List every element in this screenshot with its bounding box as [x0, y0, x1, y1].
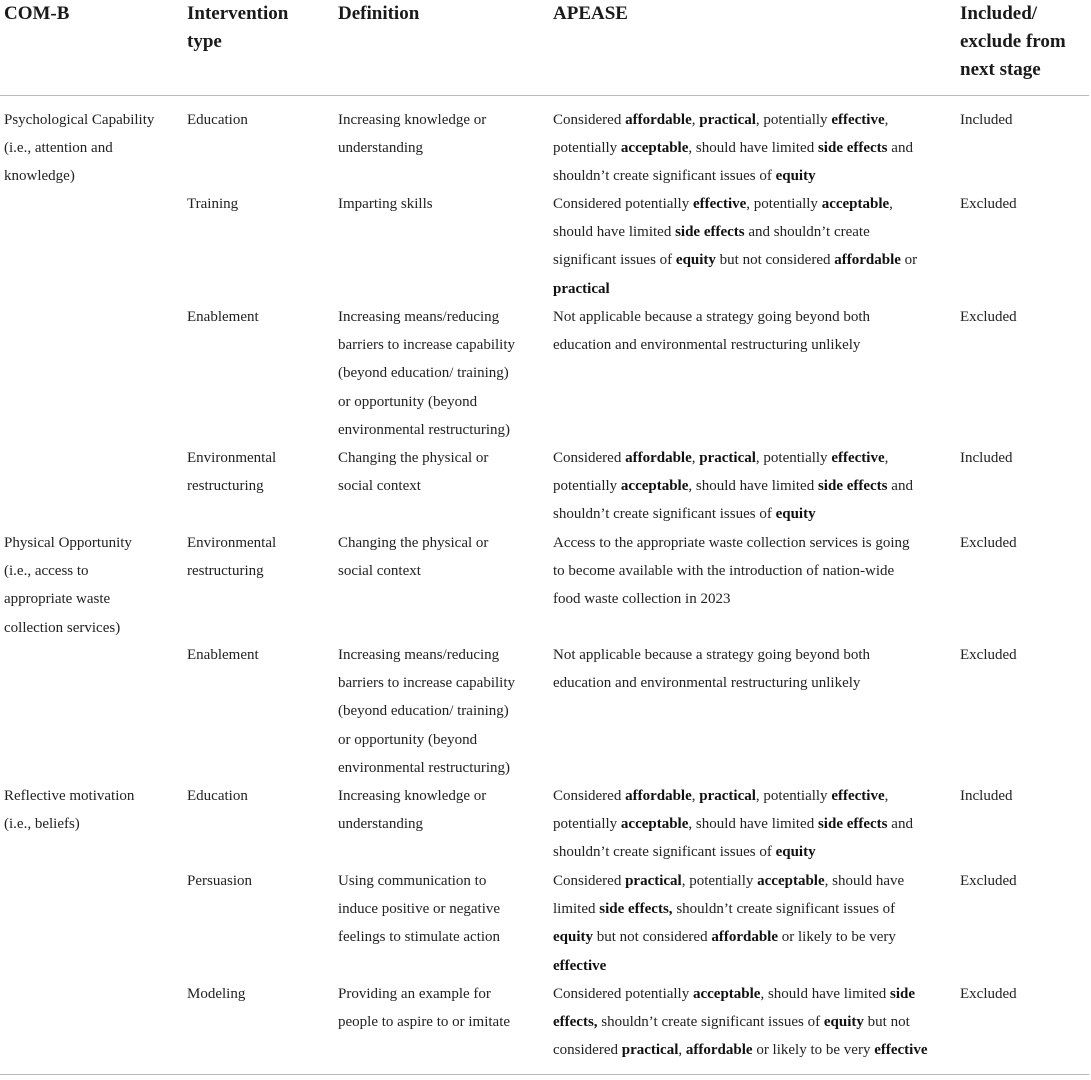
apease-keyword: practical: [699, 112, 756, 128]
apease-text: ,: [691, 450, 700, 466]
apease-keyword: affordable: [625, 788, 692, 804]
apease-text: significant issues of: [553, 252, 676, 269]
definition-line: barriers to increase capability: [338, 337, 515, 354]
apease-text: Considered: [553, 112, 626, 128]
intervention-type-cell: [187, 444, 327, 500]
inclusion-status-cell: [960, 303, 1085, 331]
apease-line: [553, 669, 948, 697]
intervention-type-line: restructuring: [187, 478, 264, 495]
inclusion-status-cell: [960, 641, 1085, 669]
definition-cell: [338, 106, 538, 162]
inclusion-status: Excluded: [960, 986, 1017, 1002]
inclusion-status: Included: [960, 788, 1013, 804]
apease-keyword: acceptable: [821, 196, 890, 212]
apease-keyword: affordable: [625, 450, 692, 466]
intervention-type-line: Education: [187, 788, 248, 804]
apease-text: but not considered: [715, 252, 835, 269]
apease-keyword: equity: [775, 168, 816, 185]
header-included-excluded: Included/ exclude from next stage: [960, 3, 1066, 80]
apease-cell: [553, 641, 948, 697]
apease-keyword: side effects: [675, 224, 745, 241]
apease-text: , potentially: [755, 450, 832, 466]
apease-cell: [553, 867, 948, 980]
apease-text: or: [900, 252, 918, 269]
apease-keyword: acceptable: [757, 873, 825, 889]
intervention-type-line: Modeling: [187, 986, 246, 1002]
intervention-type-line: Persuasion: [187, 873, 252, 889]
apease-text: and: [887, 816, 913, 833]
definition-line: Increasing knowledge or: [338, 112, 487, 128]
apease-keyword: side effects,: [599, 901, 673, 918]
apease-text: food waste collection in 2023: [553, 591, 731, 608]
comb-group-physical-opportunity: Physical Opportunity (i.e., access to appropriate waste collection services): [4, 535, 132, 636]
header-intervention-type: Intervention type: [187, 3, 289, 52]
apease-line: [553, 472, 948, 500]
intervention-type-line: Education: [187, 112, 248, 128]
apease-line: [553, 303, 948, 331]
definition-line: or opportunity (beyond: [338, 731, 478, 748]
definition-line: Providing an example for: [338, 986, 491, 1002]
apease-line: [553, 162, 948, 190]
definition-line: understanding: [338, 140, 423, 157]
apease-keyword: effective: [831, 112, 885, 128]
apease-line: [553, 444, 948, 472]
apease-text: Considered potentially: [553, 986, 693, 1002]
apease-text: potentially: [553, 478, 621, 495]
apease-keyword: practical: [625, 873, 682, 889]
apease-line: [553, 529, 948, 557]
table-bottom-divider: [0, 1074, 1089, 1075]
apease-text: Not applicable because a strategy going beyond both: [553, 647, 870, 663]
apease-keyword: practical: [621, 1042, 679, 1059]
inclusion-status: Excluded: [960, 196, 1017, 212]
intervention-type-cell: [187, 980, 327, 1008]
apease-line: [553, 134, 948, 162]
definition-cell: [338, 782, 538, 838]
definition-line: social context: [338, 563, 421, 580]
apease-text: and shouldn’t create: [744, 224, 870, 241]
definition-line: (beyond education/ training): [338, 365, 509, 382]
apease-keyword: equity: [553, 929, 594, 946]
apease-text: potentially: [553, 816, 621, 833]
comb-group-reflective-motivation: Reflective motivation (i.e., beliefs): [4, 788, 135, 833]
apease-cell: [553, 782, 948, 867]
apease-text: should have limited: [553, 224, 676, 241]
apease-keyword: equity: [823, 1014, 864, 1031]
apease-text: and: [887, 478, 913, 495]
intervention-type-line: Training: [187, 196, 239, 212]
definition-line: barriers to increase capability: [338, 675, 515, 692]
apease-text: ,: [691, 788, 700, 804]
definition-cell: [338, 529, 538, 585]
apease-text: , should have limited: [760, 986, 891, 1002]
apease-keyword: acceptable: [620, 816, 689, 833]
inclusion-status: Included: [960, 450, 1013, 466]
definition-cell: [338, 867, 538, 952]
apease-keyword: affordable: [834, 252, 901, 269]
apease-keyword: equity: [675, 252, 716, 269]
definition-line: social context: [338, 478, 421, 495]
intervention-type-cell: [187, 782, 327, 810]
apease-keyword: practical: [699, 450, 756, 466]
apease-text: , potentially: [755, 788, 832, 804]
apease-keyword: practical: [699, 788, 756, 804]
apease-keyword: effective: [831, 788, 885, 804]
apease-keyword: acceptable: [620, 140, 689, 157]
intervention-type-cell: [187, 303, 327, 331]
apease-text: Considered: [553, 450, 626, 466]
apease-line: [553, 557, 948, 585]
intervention-type-line: Enablement: [187, 647, 259, 663]
definition-line: environmental restructuring): [338, 421, 511, 438]
apease-text: Considered potentially: [553, 196, 693, 212]
apease-text: but not considered: [593, 929, 712, 946]
apease-text: shouldn’t create significant issues of: [553, 844, 776, 861]
definition-line: understanding: [338, 816, 423, 833]
apease-text: ,: [884, 788, 889, 804]
apease-keyword: side effects: [817, 478, 888, 495]
apease-line: [553, 782, 948, 810]
definition-line: environmental restructuring): [338, 759, 511, 776]
inclusion-status-cell: [960, 529, 1085, 557]
apease-text: shouldn’t create significant issues of: [553, 168, 776, 185]
apease-text: considered: [553, 1042, 622, 1059]
apease-text: , potentially: [755, 112, 832, 128]
apease-text: ,: [884, 112, 889, 128]
apease-line: [553, 331, 948, 359]
apease-line: [553, 867, 948, 895]
inclusion-status-cell: [960, 106, 1085, 134]
definition-cell: [338, 980, 538, 1036]
apease-keyword: acceptable: [620, 478, 689, 495]
apease-keyword: equity: [775, 506, 816, 523]
intervention-type-line: Enablement: [187, 309, 259, 325]
apease-text: , potentially: [681, 873, 758, 889]
intervention-type-cell: [187, 529, 327, 585]
apease-cell: [553, 529, 948, 614]
apease-keyword: effective: [874, 1042, 928, 1059]
intervention-type-line: Environmental: [187, 450, 277, 466]
apease-cell: [553, 190, 948, 303]
apease-text: education and environmental restructuring unlikely: [553, 675, 861, 692]
apease-text: ,: [678, 1042, 686, 1059]
definition-line: Imparting skills: [338, 196, 433, 212]
apease-keyword: effective: [692, 196, 747, 212]
apease-line: [553, 500, 948, 528]
apease-line: [553, 246, 948, 274]
definition-line: people to aspire to or imitate: [338, 1014, 511, 1031]
apease-line: [553, 810, 948, 838]
apease-line: [553, 275, 948, 303]
definition-cell: [338, 190, 538, 218]
apease-text: and: [887, 140, 913, 157]
apease-line: [553, 895, 948, 923]
inclusion-status: Excluded: [960, 647, 1017, 663]
apease-keyword: affordable: [711, 929, 778, 946]
intervention-type-line: restructuring: [187, 563, 264, 580]
intervention-type-cell: [187, 867, 327, 895]
definition-line: Changing the physical or: [338, 535, 489, 551]
apease-keyword: side effects: [817, 816, 888, 833]
header-comb: COM-B: [4, 3, 70, 24]
apease-line: [553, 923, 948, 951]
intervention-type-cell: [187, 641, 327, 669]
inclusion-status: Included: [960, 112, 1013, 128]
apease-text: , should have limited: [688, 140, 818, 157]
apease-cell: [553, 444, 948, 529]
header-divider: [0, 95, 1089, 96]
definition-line: Changing the physical or: [338, 450, 489, 466]
apease-text: education and environmental restructuring unlikely: [553, 337, 861, 354]
apease-line: [553, 980, 948, 1008]
inclusion-status-cell: [960, 867, 1085, 895]
comb-group-psychological-capability: Psychological Capability (i.e., attention and knowledge): [4, 112, 155, 185]
apease-text: ,: [884, 450, 889, 466]
apease-text: shouldn’t create significant issues of: [553, 506, 776, 523]
definition-cell: [338, 641, 538, 782]
apease-keyword: effects,: [553, 1014, 598, 1031]
inclusion-status: Excluded: [960, 309, 1017, 325]
definition-line: or opportunity (beyond: [338, 393, 478, 410]
definition-cell: [338, 444, 538, 500]
apease-text: Considered: [553, 873, 626, 889]
inclusion-status-cell: [960, 980, 1085, 1008]
apease-keyword: equity: [775, 844, 816, 861]
apease-cell: [553, 303, 948, 359]
apease-text: but not: [863, 1014, 910, 1031]
apease-line: [553, 106, 948, 134]
definition-cell: [338, 303, 538, 444]
definition-line: feelings to stimulate action: [338, 929, 501, 946]
apease-text: ,: [691, 112, 700, 128]
apease-line: [553, 585, 948, 613]
apease-line: [553, 641, 948, 669]
apease-text: shouldn’t create significant issues of: [597, 1014, 824, 1031]
definition-line: Increasing knowledge or: [338, 788, 487, 804]
header-definition: Definition: [338, 3, 420, 24]
apease-keyword: affordable: [685, 1042, 753, 1059]
apease-text: potentially: [553, 140, 621, 157]
intervention-type-cell: [187, 190, 327, 218]
apease-line: [553, 190, 948, 218]
apease-keyword: practical: [553, 280, 610, 297]
definition-line: Using communication to: [338, 873, 487, 889]
definition-line: (beyond education/ training): [338, 703, 509, 720]
header-apease: APEASE: [553, 3, 628, 24]
apease-text: , potentially: [746, 196, 822, 212]
apease-text: limited: [553, 901, 600, 918]
apease-text: , should have limited: [688, 816, 818, 833]
apease-line: [553, 952, 948, 980]
apease-text: Not applicable because a strategy going beyond both: [553, 309, 870, 325]
apease-cell: [553, 106, 948, 191]
apease-keyword: effective: [831, 450, 885, 466]
inclusion-status-cell: [960, 190, 1085, 218]
apease-line: [553, 838, 948, 866]
apease-text: ,: [889, 196, 893, 212]
apease-keyword: acceptable: [692, 986, 761, 1002]
inclusion-status: Excluded: [960, 873, 1017, 889]
apease-text: to become available with the introduction of nation-wide: [553, 563, 895, 580]
apease-text: Access to the appropriate waste collection services is going: [553, 535, 910, 551]
inclusion-status-cell: [960, 782, 1085, 810]
definition-line: Increasing means/reducing: [338, 309, 500, 325]
inclusion-status-cell: [960, 444, 1085, 472]
apease-line: [553, 1036, 948, 1064]
apease-text: shouldn’t create significant issues of: [672, 901, 896, 918]
apease-line: [553, 1008, 948, 1036]
apease-keyword: side: [890, 986, 916, 1002]
apease-keyword: effective: [553, 957, 607, 974]
apease-text: , should have: [824, 873, 905, 889]
apease-text: Considered: [553, 788, 626, 804]
apease-cell: [553, 980, 948, 1065]
intervention-type-line: Environmental: [187, 535, 277, 551]
definition-line: Increasing means/reducing: [338, 647, 500, 663]
apease-text: , should have limited: [688, 478, 818, 495]
apease-text: or likely to be very: [752, 1042, 875, 1059]
apease-keyword: affordable: [625, 112, 692, 128]
apease-keyword: side effects: [817, 140, 888, 157]
intervention-type-cell: [187, 106, 327, 134]
inclusion-status: Excluded: [960, 535, 1017, 551]
apease-line: [553, 218, 948, 246]
definition-line: induce positive or negative: [338, 901, 501, 918]
apease-text: or likely to be very: [778, 929, 896, 946]
